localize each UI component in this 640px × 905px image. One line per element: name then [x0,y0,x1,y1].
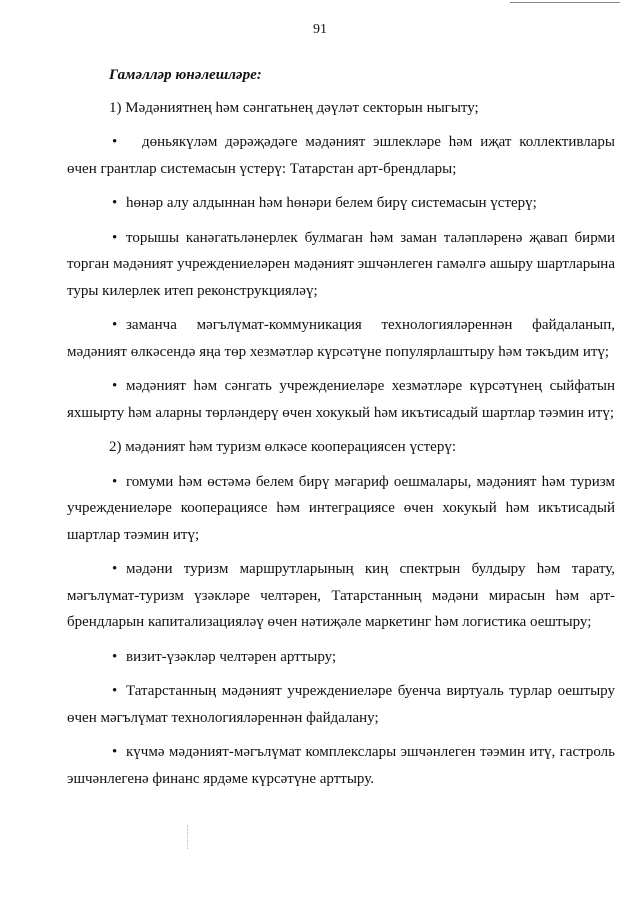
bullet-item [67,556,615,636]
paragraph-text: 2) мәдәният һәм туризм өлкәсе кооперациясен үстерү: [109,439,456,455]
section-heading: Гамәлләр юнәлешләре: [109,67,262,83]
paragraph-text: дөньякүләм дәрәҗәдәге мәдәният эшлекләре һәм иҗат коллективлары өчен грантлар системасын үстерү: Татарстан арт-брендлары; [67,134,615,177]
paragraph-text: күчмә мәдәният-мәгълүмат комплекслары эшчәнлеген тәэмин итү, гастроль эшчәнлегенә финанс ярдәме күрсәтүне арттыру. [67,744,615,787]
bullet-item [67,129,615,182]
paragraph-text: мәдәният һәм сәнгать учреждениеләре хезмәтләре күрсәтүнең сыйфатын яхшырту һәм аларны төрләндерү өчен хокукый һәм икътисадый шартлар тәэмин итү; [67,378,615,421]
paragraph-numbered-1 [67,95,615,122]
bullet-item [67,678,615,731]
scan-mark [187,825,189,849]
paragraph-text: 1) Мәдәниятнең һәм сәнгатьнең дәүләт секторын ныгыту; [109,99,479,116]
bullet-icon: • [112,473,118,490]
paragraph-numbered-2 [67,434,615,461]
paragraph-text: Татарстанның мәдәният учреждениеләре буенча виртуаль турлар оештыру өчен мәгълүмат технологияләреннән файдалану; [67,683,615,726]
bullet-icon: • [112,561,118,577]
bullet-icon: • [112,683,118,699]
bullet-item [67,644,615,671]
paragraph-text: мәдәни туризм маршрутларының киң спектрын булдыру һәм тарату, мәгълүмат-туризм үзәкләре челтәрен, Татарстанның мәдәни мирасын һәм арт-брендларын капитализацияләү өчен нәтиҗәле маркетинг һәм логистика оештыру; [67,561,615,630]
document-body [67,62,615,800]
top-rule [510,2,620,3]
bullet-icon: • [112,134,118,150]
bullet-item [67,373,615,426]
page-number: 91 [313,22,327,37]
paragraph-text: һөнәр алу алдыннан һәм һөнәри белем бирү системасын үстерү; [126,195,537,211]
bullet-icon: • [112,195,118,211]
bullet-item [67,739,615,792]
bullet-item [67,312,615,365]
paragraph-text: гомуми һәм өстәмә белем бирү мәгариф оешмалары, мәдәният һәм туризм учреждениеләре кооперациясе һәм интеграциясе өчен хокукый һәм икътисадый шартлар тәэмин итү; [67,473,615,543]
bullet-icon: • [112,317,118,333]
paragraph-text: заманча мәгълүмат-коммуникация технологияләреннән файдаланып, мәдәният өлкәсендә яңа төр хезмәтләр күрсәтүне популярлаштыру һәм тәкъдим итү; [67,317,615,360]
bullet-item [67,469,615,549]
bullet-item [67,190,615,217]
bullet-item [67,225,615,305]
bullet-icon: • [112,378,118,394]
paragraph-text: торышы канәгатьләнерлек булмаган һәм заман таләпләренә җавап бирми торган мәдәният учреждениеләрен мәдәният эшчәнлеген гамәлгә ашыру шартларына туры килерлек итеп реконструкцияләү; [67,229,615,299]
bullet-icon: • [112,229,118,246]
bullet-icon: • [112,744,118,760]
bullet-icon: • [112,648,118,665]
paragraph-text: визит-үзәкләр челтәрен арттыру; [126,648,337,665]
